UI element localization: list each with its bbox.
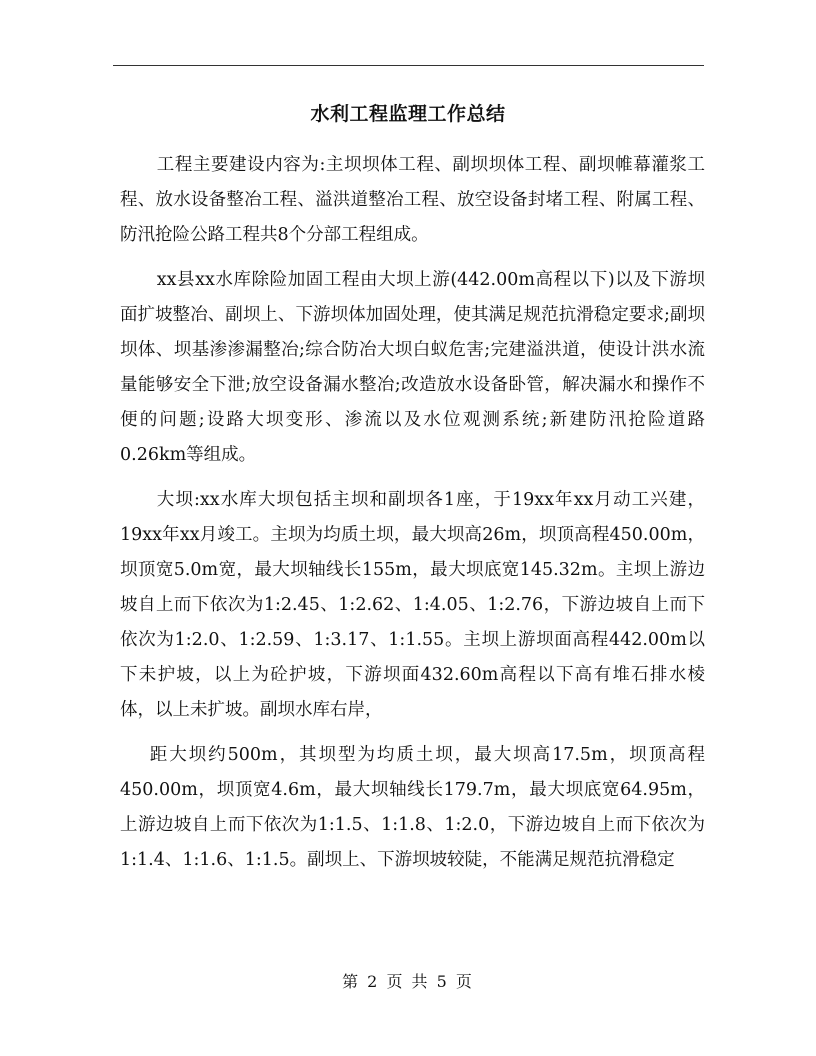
page-number-footer: 第 2 页 共 5 页 — [342, 972, 474, 991]
paragraph-reinforcement-scope: xx县xx水库除险加固工程由大坝上游(442.00m高程以下)以及下游坝面扩坡整冶、副坝上、下游坝体加固处理，使其满足规范抗滑稳定要求;副坝坝体、坝基渗渗漏整冶;综合防冶大坝白蚁危害;完建溢洪道，使设计洪水流量能够安全下泄;放空设备漏水整冶;改造放水设备卧管，解决漏水和操作不便的问题;设路大坝变形、渗流以及水位观测系统;新建防汛抢险道路0.26km等组成。 — [120, 270, 705, 465]
paragraph-dam-description: 大坝:xx水库大坝包括主坝和副坝各1座，于19xx年xx月动工兴建，19xx年xx月竣工。主坝为均质土坝，最大坝高26m，坝顶高程450.00m，坝顶宽5.0m宽，最大坝轴线长155m，最大坝底宽145.32m。主坝上游边坡自上而下依次为1:2.45、1:2.62、1:4.05、1:2.76，下游边坡自上而下依次为1:2.0、1:2.59、1:3.17、1:1.55。主坝上游坝面高程442.00m以下未护坡，以上为砼护坡，下游坝面432.60m高程以下高有堆石排水棱体，以上未扩坡。副坝水库右岸， — [120, 490, 705, 720]
document-body — [120, 148, 705, 888]
header-rule — [113, 65, 704, 66]
document-title: 水利工程监理工作总结 — [310, 103, 506, 125]
paragraph-auxiliary-dam: 距大坝约500m，其坝型为均质土坝，最大坝高17.5m，坝顶高程450.00m，坝顶宽4.6m，最大坝轴线长179.7m，最大坝底宽64.95m，上游边坡自上而下依次为1:1.5、1:1.8、1:2.0，下游边坡自上而下依次为1:1.4、1:1.6、1:1.5。副坝上、下游坝坡较陡，不能满足规范抗滑稳定 — [120, 745, 705, 870]
paragraph-construction-content: 工程主要建设内容为:主坝坝体工程、副坝坝体工程、副坝帷幕灌浆工程、放水设备整冶工程、溢洪道整冶工程、放空设备封堵工程、附属工程、防汛抢险公路工程共8个分部工程组成。 — [120, 155, 705, 245]
